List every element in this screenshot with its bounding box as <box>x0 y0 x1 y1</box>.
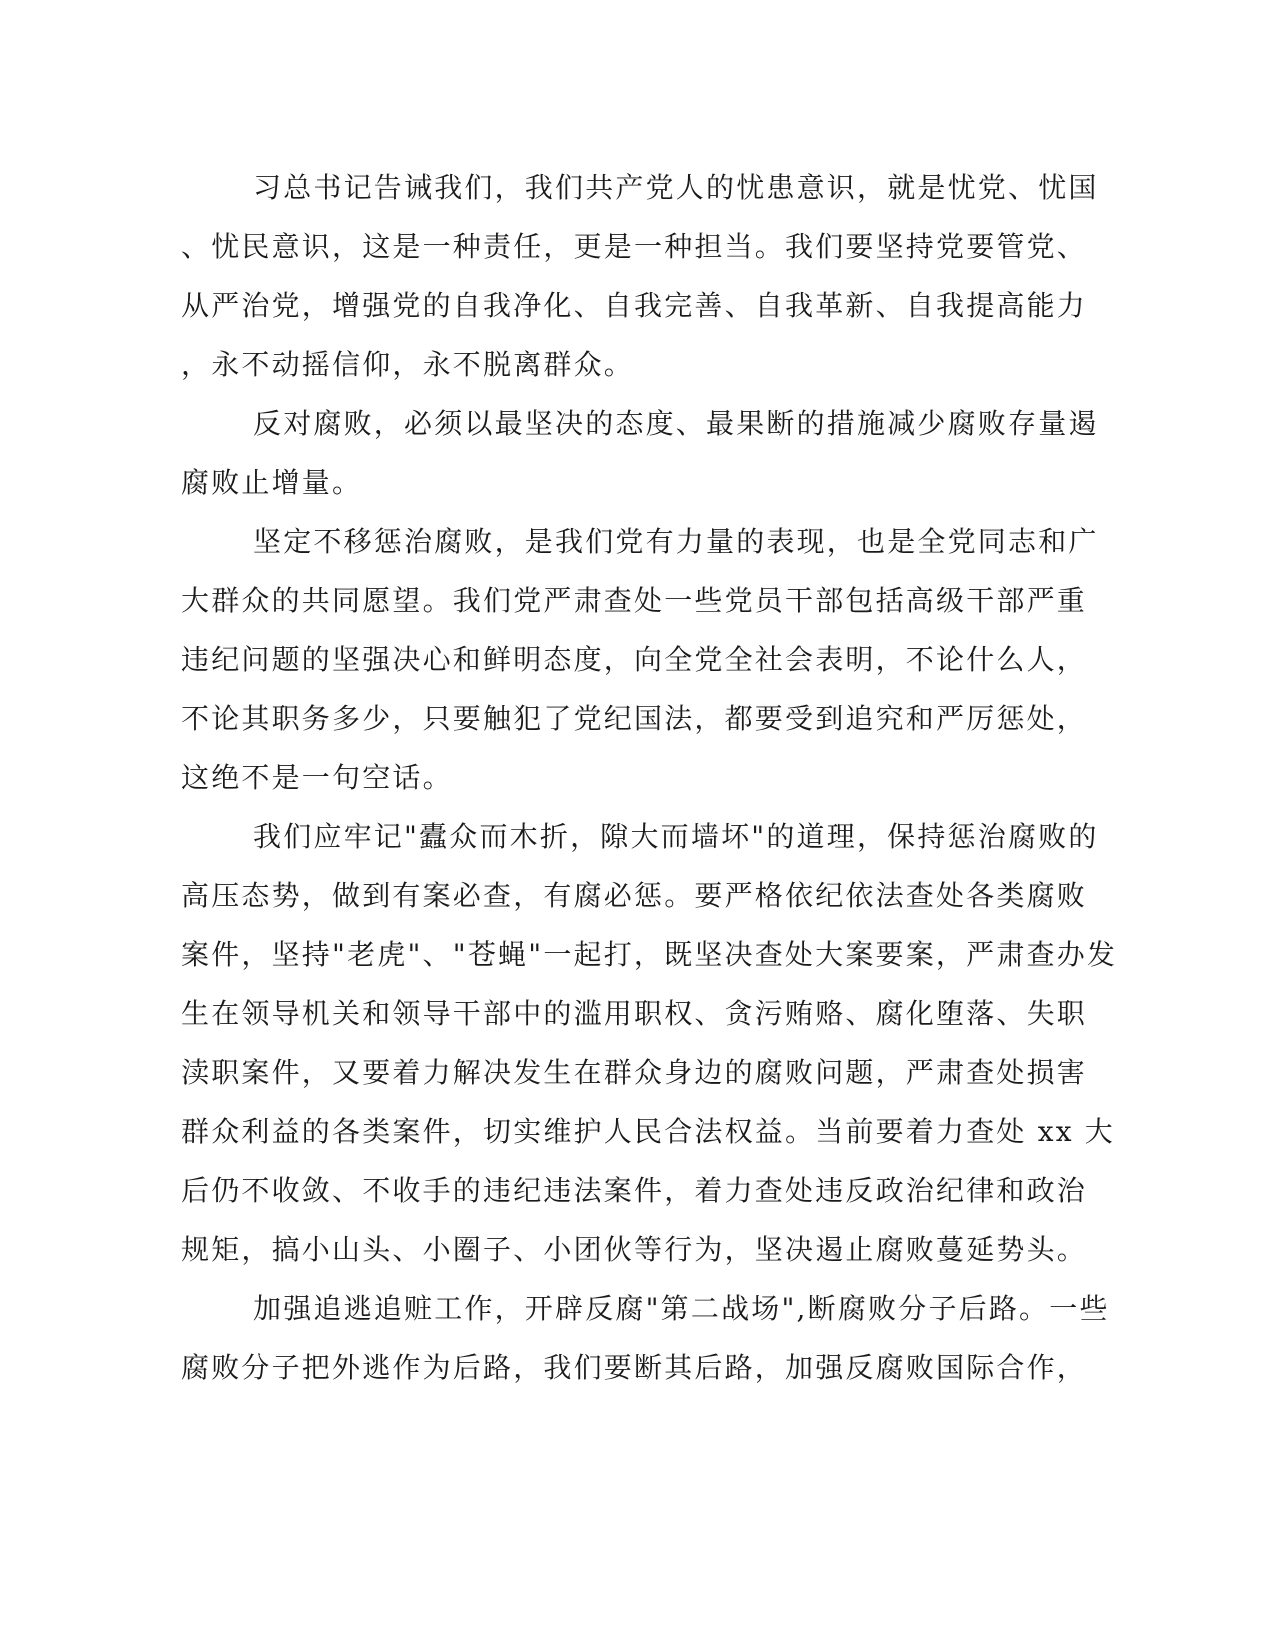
text-line: 加强追逃追赃工作，开辟反腐"第二战场",断腐败分子后路。一些 <box>253 1292 1110 1325</box>
paragraph-3 <box>181 512 1099 807</box>
document-body <box>181 158 1118 1397</box>
paragraph-4 <box>181 807 1118 1279</box>
text-line: 从严治党，增强党的自我净化、自我完善、自我革新、自我提高能力 <box>181 289 1088 322</box>
text-line: 腐败止增量。 <box>181 466 363 499</box>
text-line: 生在领导机关和领导干部中的滥用职权、贪污贿赂、腐化堕落、失职 <box>181 997 1088 1030</box>
paragraph-5 <box>181 1279 1110 1397</box>
text-line: 高压态势，做到有案必查，有腐必惩。要严格依纪依法查处各类腐败 <box>181 879 1088 912</box>
text-line: 群众利益的各类案件，切实维护人民合法权益。当前要着力查处 xx 大 <box>181 1115 1115 1148</box>
text-line: 规矩，搞小山头、小圈子、小团伙等行为，坚决遏止腐败蔓延势头。 <box>181 1233 1088 1266</box>
text-line: ，永不动摇信仰，永不脱离群众。 <box>181 348 635 381</box>
text-line: 大群众的共同愿望。我们党严肃查处一些党员干部包括高级干部严重 <box>181 584 1088 617</box>
text-line: 腐败分子把外逃作为后路，我们要断其后路，加强反腐败国际合作， <box>181 1351 1088 1384</box>
text-line: 后仍不收敛、不收手的违纪违法案件，着力查处违反政治纪律和政治 <box>181 1174 1088 1207</box>
paragraph-2 <box>181 394 1099 512</box>
paragraph-1 <box>181 158 1099 394</box>
text-line: 、忧民意识，这是一种责任，更是一种担当。我们要坚持党要管党、 <box>181 230 1088 263</box>
text-line: 习总书记告诫我们，我们共产党人的忧患意识，就是忧党、忧国 <box>253 171 1099 204</box>
text-line: 坚定不移惩治腐败，是我们党有力量的表现，也是全党同志和广 <box>253 525 1099 558</box>
text-line: 我们应牢记"蠹众而木折，隙大而墙坏"的道理，保持惩治腐败的 <box>253 820 1099 853</box>
text-line: 反对腐败，必须以最坚决的态度、最果断的措施减少腐败存量遏 <box>253 407 1099 440</box>
text-line: 违纪问题的坚强决心和鲜明态度，向全党全社会表明，不论什么人， <box>181 643 1088 676</box>
text-line: 案件，坚持"老虎"、"苍蝇"一起打，既坚决查处大案要案，严肃查办发 <box>181 938 1118 971</box>
text-line: 不论其职务多少，只要触犯了党纪国法，都要受到追究和严厉惩处， <box>181 702 1088 735</box>
text-line: 渎职案件，又要着力解决发生在群众身边的腐败问题，严肃查处损害 <box>181 1056 1088 1089</box>
text-line: 这绝不是一句空话。 <box>181 761 453 794</box>
